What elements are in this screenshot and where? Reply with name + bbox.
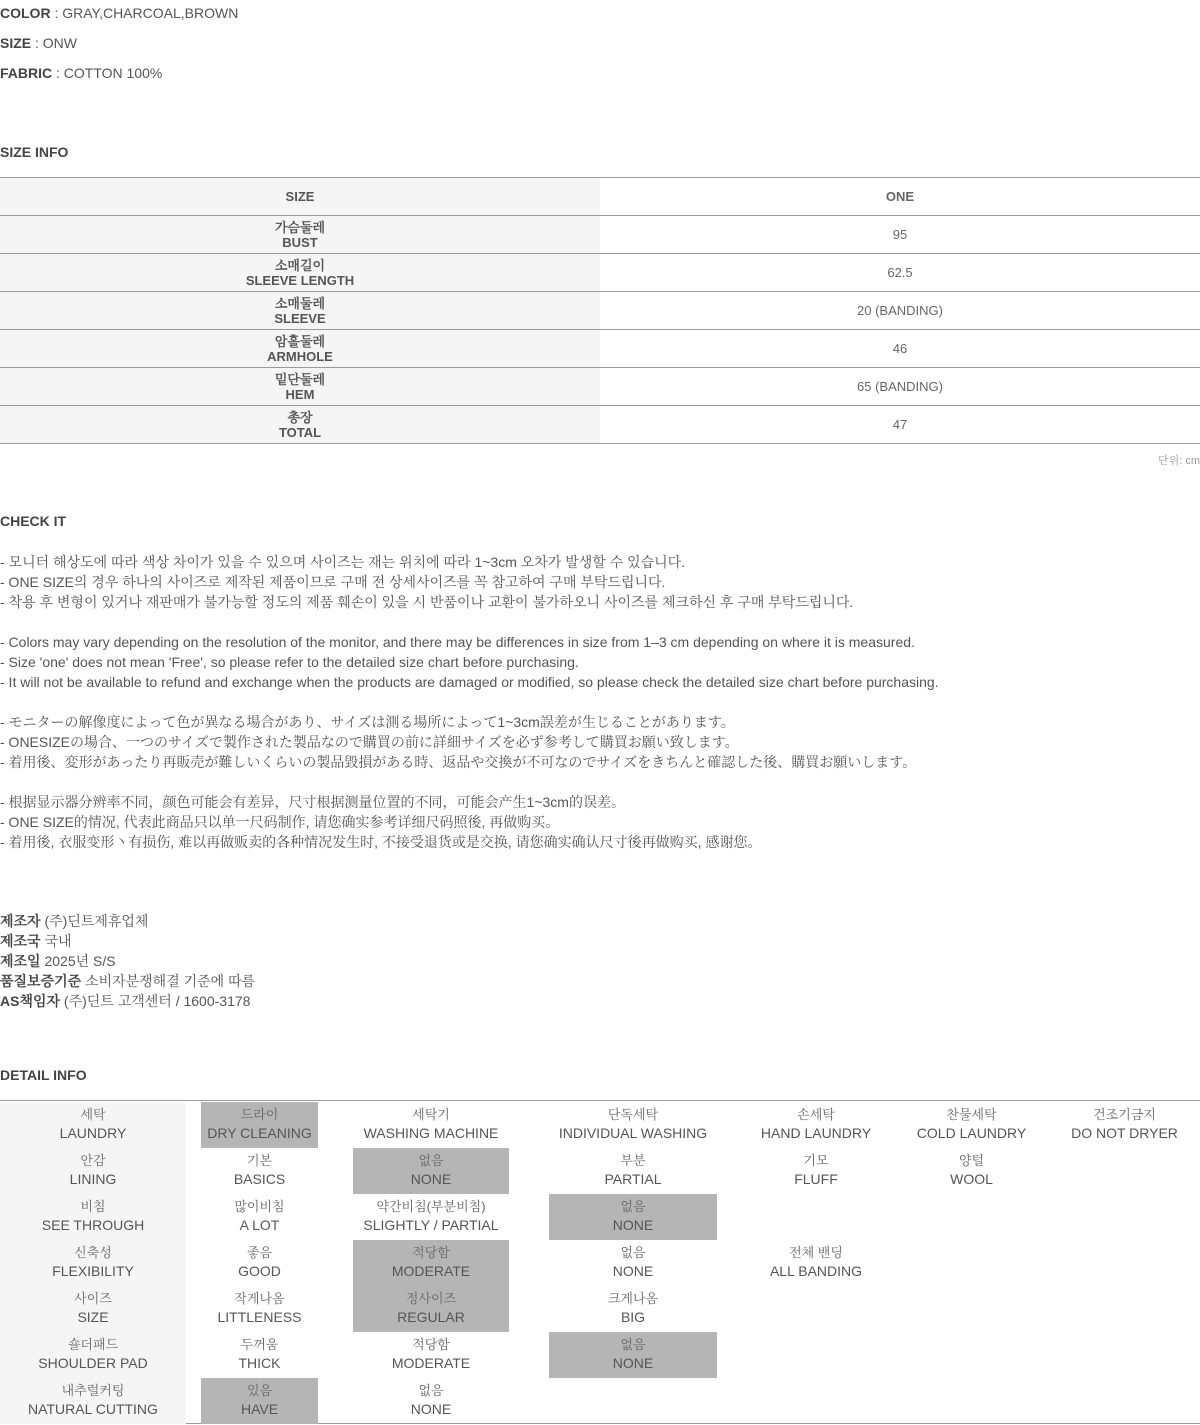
measure-label — [0, 330, 600, 368]
measure-ko: 소매둘레 — [274, 295, 326, 311]
table-row — [0, 254, 1200, 292]
maker-info — [0, 911, 255, 1011]
unit-note: 단위: cm — [1157, 455, 1200, 467]
note-line: - ONESIZEの場合、一つのサイズで製作された製品なので購買の前に詳細サイズを必ず参考して購買お願い致します。 — [0, 734, 739, 750]
detail-option: 약간비침(부분비침) SLIGHTLY / PARTIAL — [363, 1199, 499, 1233]
measure-label — [0, 292, 600, 330]
detail-option: 건조기금지 DO NOT DRYER — [1071, 1107, 1178, 1141]
spec-label: COLOR — [0, 5, 51, 21]
measure-en: BUST — [282, 234, 318, 250]
measure-value: 65 (BANDING) — [600, 368, 1200, 406]
detail-option: 단독세탁 INDIVIDUAL WASHING — [558, 1107, 708, 1141]
detail-option: 없음 NONE — [410, 1383, 452, 1417]
measure-ko: 총장 — [287, 409, 313, 425]
spec-color — [0, 0, 238, 30]
measure-en: TOTAL — [278, 424, 322, 440]
detail-option: 기모 FLUFF — [794, 1153, 838, 1187]
check-it-title: CHECK IT — [0, 513, 67, 529]
detail-option: 작게나옴 LITTLENESS — [217, 1291, 302, 1325]
measure-label — [0, 368, 600, 406]
note-line: - ONE SIZE的情况, 代表此商品只以单一尺码制作, 请您确实参考详细尺码照後, 再做购买。 — [0, 814, 560, 830]
maker-row — [0, 931, 255, 951]
note-line: - 着用後, 衣服变形丶有损伤, 难以再做贩卖的各种情况发生时, 不接受退货或是交换, 请您确实确认尺寸後再做购买, 感谢您。 — [0, 834, 762, 850]
detail-option: 양털 WOOL — [950, 1153, 993, 1187]
measure-label — [0, 254, 600, 292]
maker-row — [0, 971, 255, 991]
spec-value: : GRAY,CHARCOAL,BROWN — [54, 5, 239, 21]
size-header-label: SIZE — [0, 178, 600, 216]
note-line: - ONE SIZE의 경우 하나의 사이즈로 제작된 제품이므로 구매 전 상세사이즈를 꼭 참고하여 구매 부탁드립니다. — [0, 574, 666, 590]
maker-label: 제조자 — [0, 913, 41, 929]
measure-en: ARMHOLE — [267, 348, 333, 364]
size-table-header — [0, 178, 1200, 216]
measure-en: SLEEVE — [274, 310, 326, 326]
maker-label: 품질보증기준 — [0, 973, 82, 989]
measure-label — [0, 216, 600, 254]
measure-value: 62.5 — [600, 254, 1200, 292]
detail-row-label: 내추럴커팅 NATURAL CUTTING — [0, 1378, 186, 1424]
detail-option-selected: 없음 NONE — [549, 1194, 717, 1240]
detail-option-selected: 있음 HAVE — [201, 1378, 318, 1424]
detail-info-title: DETAIL INFO — [0, 1067, 87, 1083]
detail-option: 많이비침 A LOT — [234, 1199, 285, 1233]
measure-ko: 암홀둘레 — [274, 333, 326, 349]
detail-option-selected: 정사이즈 REGULAR — [353, 1286, 509, 1332]
detail-option: 부분 PARTIAL — [604, 1153, 662, 1187]
maker-value: (주)딘트제휴업체 — [40, 913, 149, 929]
detail-row-label: 숄더패드 SHOULDER PAD — [0, 1332, 186, 1378]
note-line: - 착용 후 변형이 있거나 재판매가 불가능할 정도의 제품 훼손이 있을 시 반품이나 교환이 불가하오니 사이즈를 체크하신 후 구매 부탁드립니다. — [0, 594, 854, 610]
detail-row-label: 안감 LINING — [0, 1148, 186, 1194]
maker-value: 소비자분쟁해결 기준에 따름 — [81, 973, 256, 989]
size-header-value: ONE — [600, 178, 1200, 216]
note-line: - Colors may vary depending on the resolution of the monitor, and there may be differences in size from 1–3 cm depending on where it is measured. — [0, 634, 915, 650]
detail-option: 전체 밴딩 ALL BANDING — [769, 1245, 863, 1279]
detail-option: 좋음 GOOD — [238, 1245, 281, 1279]
check-it-notes — [0, 553, 1200, 853]
spec-value: : ONW — [35, 35, 78, 51]
note-line: - Size 'one' does not mean 'Free', so please refer to the detailed size chart before purchasing. — [0, 654, 579, 670]
detail-row-label: 사이즈 SIZE — [0, 1286, 186, 1332]
detail-option: 찬물세탁 COLD LAUNDRY — [916, 1107, 1027, 1141]
measure-label — [0, 406, 600, 444]
detail-option-selected: 드라이 DRY CLEANING — [201, 1102, 318, 1148]
spec-label: FABRIC — [0, 65, 53, 81]
detail-option: 세탁기 WASHING MACHINE — [363, 1107, 499, 1141]
maker-value: (주)딘트 고객센터 / 1600-3178 — [60, 993, 251, 1009]
maker-row — [0, 911, 255, 931]
measure-en: SLEEVE LENGTH — [245, 272, 355, 288]
maker-row — [0, 951, 255, 971]
maker-label: 제조국 — [0, 933, 41, 949]
note-line: - 根据显示器分辨率不同，颜色可能会有差异，尺寸根据测量位置的不同，可能会产生1~3cm的误差。 — [0, 794, 625, 810]
table-row — [0, 406, 1200, 444]
detail-grid — [0, 1100, 1200, 1425]
maker-row — [0, 991, 255, 1011]
table-row — [0, 216, 1200, 254]
note-line: - It will not be available to refund and exchange when the products are damaged or modified, so please check the detailed size chart before purchasing. — [0, 674, 939, 690]
spec-label: SIZE — [0, 35, 32, 51]
measure-en: HEM — [285, 386, 315, 402]
detail-option-selected: 없음 NONE — [549, 1332, 717, 1378]
note-line: - 着用後、変形があったり再販売が難しいくらいの製品毀損がある時、返品や交換が不可なのでサイズをきちんと確認した後、購買お願いします。 — [0, 754, 917, 770]
detail-option: 적당함 MODERATE — [391, 1337, 471, 1371]
measure-value: 20 (BANDING) — [600, 292, 1200, 330]
measure-ko: 소매길이 — [274, 257, 326, 273]
size-info-title: SIZE INFO — [0, 144, 69, 160]
detail-row-label: 신축성 FLEXIBILITY — [0, 1240, 186, 1286]
table-row — [0, 292, 1200, 330]
spec-size — [0, 30, 77, 60]
spec-value: : COTTON 100% — [56, 65, 163, 81]
detail-option: 없음 NONE — [612, 1245, 654, 1279]
maker-value: 2025년 S/S — [40, 953, 116, 969]
maker-value: 국내 — [40, 933, 72, 949]
detail-option-selected: 적당함 MODERATE — [353, 1240, 509, 1286]
measure-ko: 밑단둘레 — [274, 371, 326, 387]
maker-label: AS책임자 — [0, 993, 61, 1009]
detail-option: 크게나옴 BIG — [607, 1291, 659, 1325]
table-row — [0, 330, 1200, 368]
detail-option: 기본 BASICS — [233, 1153, 286, 1187]
detail-row-label: 비침 SEE THROUGH — [0, 1194, 186, 1240]
size-table — [0, 177, 1200, 444]
measure-value: 46 — [600, 330, 1200, 368]
measure-value: 95 — [600, 216, 1200, 254]
detail-row-label: 세탁 LAUNDRY — [0, 1102, 186, 1148]
maker-label: 제조일 — [0, 953, 41, 969]
detail-option: 두꺼움 THICK — [238, 1337, 281, 1371]
measure-value: 47 — [600, 406, 1200, 444]
table-row — [0, 368, 1200, 406]
note-line: - モニターの解像度によって色が異なる場合があり、サイズは測る場所によって1~3cm誤差が生じることがあります。 — [0, 714, 735, 730]
measure-ko: 가슴둘레 — [274, 219, 326, 235]
detail-option: 손세탁 HAND LAUNDRY — [760, 1107, 872, 1141]
note-line: - 모니터 해상도에 따라 색상 차이가 있을 수 있으며 사이즈는 재는 위치에 따라 1~3cm 오차가 발생할 수 있습니다. — [0, 554, 686, 570]
detail-option-selected: 없음 NONE — [353, 1148, 509, 1194]
spec-fabric — [0, 60, 162, 90]
